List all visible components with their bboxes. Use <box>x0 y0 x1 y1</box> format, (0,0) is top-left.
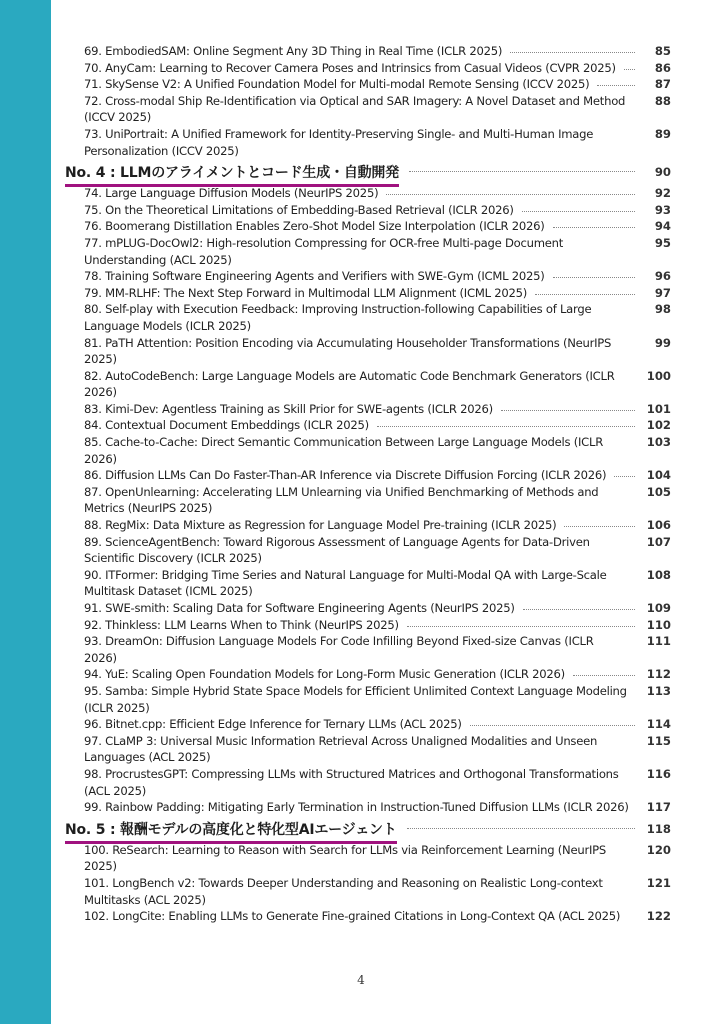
toc-entry[interactable] <box>65 534 673 567</box>
entry-page-number: 99 <box>654 335 671 350</box>
entry-title: 90. ITFormer: Bridging Time Series and Natural Language for Multi-Modal QA with Large-Scale Multitask Dataset (ICML 2025) <box>84 567 607 599</box>
toc-entry[interactable] <box>65 434 673 467</box>
toc-entry[interactable] <box>65 368 673 401</box>
leader-dots <box>522 210 635 212</box>
entry-title: 74. Large Language Diffusion Models (NeurIPS 2025) <box>84 186 379 201</box>
leader-dots <box>377 425 635 427</box>
toc-entry[interactable] <box>65 76 673 93</box>
entry-page-number: 93 <box>654 202 671 217</box>
entry-page-number: 107 <box>646 534 671 549</box>
left-accent-bar <box>0 0 51 1024</box>
entry-title: 76. Boomerang Distillation Enables Zero-Shot Model Size Interpolation (ICLR 2026) <box>84 219 545 234</box>
entry-title: 100. ReSearch: Learning to Reason with Search for LLMs via Reinforcement Learning (NeurIPS 2025) <box>84 842 606 874</box>
toc-entry[interactable] <box>65 733 673 766</box>
toc-entry[interactable] <box>65 617 673 634</box>
entry-title: 93. DreamOn: Diffusion Language Models For Code Infilling Beyond Fixed-size Canvas (ICLR 2026) <box>84 634 594 665</box>
entry-title: 102. LongCite: Enabling LLMs to Generate Fine-grained Citations in Long-Context QA (ACL 2025) <box>84 909 621 924</box>
entry-page-number: 117 <box>646 800 671 815</box>
leader-dots <box>553 276 635 278</box>
toc-entry[interactable] <box>65 202 673 219</box>
entry-page-number: 97 <box>654 285 671 300</box>
entry-title: 86. Diffusion LLMs Can Do Faster-Than-AR Inference via Discrete Diffusion Forcing (ICLR 2026) <box>84 468 607 483</box>
entry-title: 98. ProcrustesGPT: Compressing LLMs with Structured Matrices and Orthogonal Transformations (ACL 2025) <box>84 766 619 798</box>
toc-entry[interactable] <box>65 218 673 235</box>
entry-title: 91. SWE-smith: Scaling Data for Software Engineering Agents (NeurIPS 2025) <box>84 601 515 615</box>
entry-page-number: 110 <box>646 617 671 632</box>
entry-page-number: 100 <box>646 368 671 383</box>
entry-title: 70. AnyCam: Learning to Recover Camera Poses and Intrinsics from Casual Videos (CVPR 2025) <box>84 60 616 75</box>
leader-dots <box>386 193 635 195</box>
entry-title: 92. Thinkless: LLM Learns When to Think (NeurIPS 2025) <box>84 617 399 632</box>
entry-page-number: 94 <box>654 219 671 234</box>
toc-entry[interactable] <box>65 185 673 202</box>
entry-title: 87. OpenUnlearning: Accelerating LLM Unlearning via Unified Benchmarking of Methods and Metrics (NeurIPS 2025) <box>84 484 599 516</box>
section-heading-5[interactable] <box>65 816 673 842</box>
toc-entry[interactable] <box>65 600 673 617</box>
toc-group-section-5 <box>65 842 673 925</box>
toc-entry[interactable] <box>65 567 673 600</box>
toc-entry[interactable] <box>65 517 673 534</box>
toc-entry[interactable] <box>65 908 673 925</box>
entry-page-number: 121 <box>646 875 671 890</box>
leader-dots <box>597 84 635 86</box>
entry-title: 71. SkySense V2: A Unified Foundation Model for Multi-modal Remote Sensing (ICCV 2025) <box>84 77 590 92</box>
leader-dots <box>501 409 635 411</box>
entry-page-number: 92 <box>654 186 671 201</box>
entry-page-number: 113 <box>646 683 671 698</box>
toc-entry[interactable] <box>65 126 673 159</box>
toc-entry[interactable] <box>65 268 673 285</box>
section-title: No. 4 : LLMのアライメントとコード生成・自動開発 <box>65 162 399 187</box>
entry-page-number: 103 <box>646 435 671 450</box>
leader-dots <box>624 68 635 70</box>
leader-dots <box>523 608 635 610</box>
toc-entry[interactable] <box>65 235 673 268</box>
section-heading-4[interactable] <box>65 159 673 185</box>
page-number: 4 <box>357 973 365 987</box>
entry-page-number: 120 <box>646 842 671 857</box>
leader-dots <box>510 51 635 53</box>
entry-title: 79. MM-RLHF: The Next Step Forward in Multimodal LLM Alignment (ICML 2025) <box>84 285 527 300</box>
toc-group-section-4 <box>65 185 673 816</box>
entry-page-number: 116 <box>646 766 671 781</box>
leader-dots <box>573 674 635 676</box>
entry-page-number: 101 <box>646 401 671 416</box>
leader-dots <box>553 226 635 228</box>
toc-entry[interactable] <box>65 335 673 368</box>
entry-title: 88. RegMix: Data Mixture as Regression for Language Model Pre-training (ICLR 2025) <box>84 518 557 533</box>
entry-page-number: 114 <box>646 717 671 732</box>
entry-page-number: 106 <box>646 518 671 533</box>
entry-title: 82. AutoCodeBench: Large Language Models are Automatic Code Benchmark Generators (ICLR 2026) <box>84 368 615 400</box>
leader-dots <box>470 724 635 726</box>
leader-dots <box>409 170 635 172</box>
toc-entry[interactable] <box>65 484 673 517</box>
entry-page-number: 85 <box>654 44 671 58</box>
toc-entry[interactable] <box>65 683 673 716</box>
toc-entry[interactable] <box>65 93 673 126</box>
entry-title: 81. PaTH Attention: Position Encoding via Accumulating Householder Transformations (NeurIPS 2025) <box>84 335 612 367</box>
toc-entry[interactable] <box>65 766 673 799</box>
entry-title: 77. mPLUG-DocOwl2: High-resolution Compressing for OCR-free Multi-page Document Understanding (ACL 2025) <box>84 235 564 267</box>
entry-page-number: 98 <box>654 302 671 317</box>
toc-entry[interactable] <box>65 417 673 434</box>
leader-dots <box>407 827 635 829</box>
toc-entry[interactable] <box>65 716 673 733</box>
entry-title: 85. Cache-to-Cache: Direct Semantic Communication Between Large Language Models (ICLR 2026) <box>84 435 604 466</box>
entry-title: 95. Samba: Simple Hybrid State Space Models for Efficient Unlimited Context Language Modeling (ICLR 2025) <box>84 683 627 715</box>
entry-page-number: 96 <box>654 269 671 284</box>
toc-entry[interactable] <box>65 799 673 816</box>
toc-entry[interactable] <box>65 285 673 302</box>
toc-entry[interactable] <box>65 875 673 908</box>
toc-entry[interactable] <box>65 633 673 666</box>
section-page-number: 118 <box>646 821 671 836</box>
entry-page-number: 89 <box>654 126 671 141</box>
toc-entry[interactable] <box>65 842 673 875</box>
leader-dots <box>407 625 635 627</box>
toc-entry[interactable] <box>65 401 673 418</box>
entry-title: 89. ScienceAgentBench: Toward Rigorous Assessment of Language Agents for Data-Driven Scientific Discovery (ICLR 2025) <box>84 534 590 566</box>
entry-title: 84. Contextual Document Embeddings (ICLR 2025) <box>84 418 369 433</box>
entry-page-number: 109 <box>646 601 671 615</box>
entry-title: 73. UniPortrait: A Unified Framework for Identity-Preserving Single- and Multi-Human Image Personalization (ICCV 2025) <box>84 126 594 158</box>
entry-page-number: 108 <box>646 567 671 582</box>
entry-title: 78. Training Software Engineering Agents and Verifiers with SWE-Gym (ICML 2025) <box>84 269 545 284</box>
section-page-number: 90 <box>654 165 671 180</box>
entry-title: 94. YuE: Scaling Open Foundation Models for Long-Form Music Generation (ICLR 2026) <box>84 667 565 682</box>
entry-page-number: 112 <box>646 667 671 682</box>
entry-title: 75. On the Theoretical Limitations of Embedding-Based Retrieval (ICLR 2026) <box>84 202 514 217</box>
entry-title: 96. Bitnet.cpp: Efficient Edge Inference for Ternary LLMs (ACL 2025) <box>84 717 462 732</box>
entry-page-number: 104 <box>646 468 671 483</box>
entry-title: 72. Cross-modal Ship Re-Identification via Optical and SAR Imagery: A Novel Dataset and Method (ICCV 2025) <box>84 93 626 125</box>
entry-page-number: 88 <box>654 93 671 108</box>
entry-title: 97. CLaMP 3: Universal Music Information Retrieval Across Unaligned Modalities and Unseen Languages (ACL 2025) <box>84 733 598 765</box>
section-title: No. 5 : 報酬モデルの高度化と特化型AIエージェント <box>65 819 397 844</box>
leader-dots <box>535 293 635 295</box>
entry-title: 80. Self-play with Execution Feedback: Improving Instruction-following Capabilities of Large Language Models (ICLR 2025) <box>84 302 592 333</box>
toc-entry[interactable] <box>65 666 673 683</box>
entry-page-number: 122 <box>646 909 671 924</box>
entry-page-number: 87 <box>654 77 671 92</box>
toc-entry[interactable] <box>65 60 673 77</box>
entry-page-number: 102 <box>646 418 671 433</box>
toc-entry[interactable] <box>65 467 673 484</box>
entry-page-number: 95 <box>654 235 671 250</box>
entry-title: 101. LongBench v2: Towards Deeper Understanding and Reasoning on Realistic Long-context Multitasks (ACL 2025) <box>84 875 603 907</box>
entry-title: 99. Rainbow Padding: Mitigating Early Termination in Instruction-Tuned Diffusion LLMs (ICLR 2026) <box>84 800 629 815</box>
leader-dots <box>614 475 635 477</box>
entry-page-number: 111 <box>646 634 671 649</box>
toc-group-before <box>65 43 673 159</box>
toc-entry[interactable] <box>65 43 673 60</box>
leader-dots <box>564 525 635 527</box>
table-of-contents <box>65 43 673 925</box>
entry-page-number: 115 <box>646 733 671 748</box>
toc-entry[interactable] <box>65 301 673 334</box>
entry-title: 83. Kimi-Dev: Agentless Training as Skill Prior for SWE-agents (ICLR 2026) <box>84 401 493 416</box>
entry-page-number: 105 <box>646 484 671 499</box>
entry-page-number: 86 <box>654 60 671 75</box>
entry-title: 69. EmbodiedSAM: Online Segment Any 3D Thing in Real Time (ICLR 2025) <box>84 44 503 58</box>
